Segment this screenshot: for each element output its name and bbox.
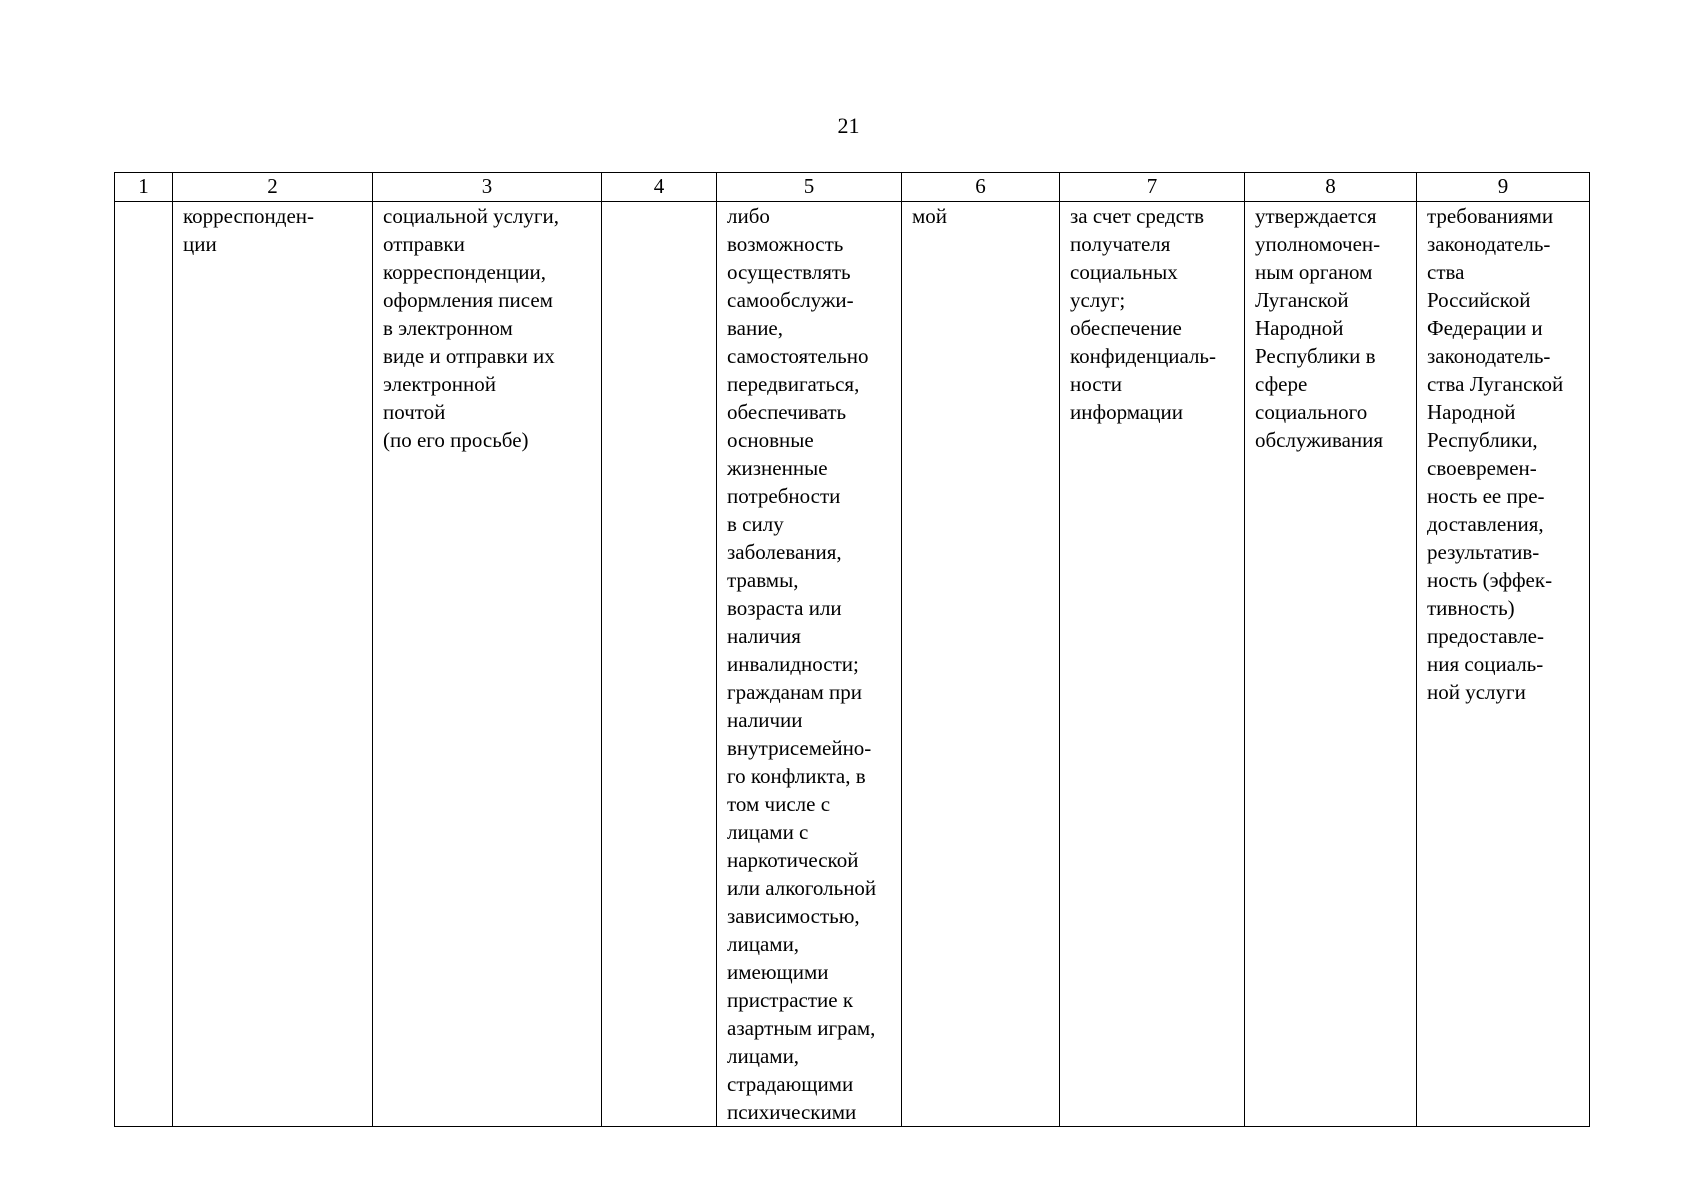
cell-col-4: [602, 202, 717, 1127]
cell-col-3: социальной услуги, отправки корреспонденции, оформления писем в электронном виде и отправки их электронной почтой (по его просьбе): [373, 202, 602, 1127]
cell-col-9: требованиями законодатель- ства Российской Федерации и законодатель- ства Луганской Народной Республики, своевремен- ность ее пре- доставления, результатив- ность (эффек- тивность) предоставле- ния социаль- ной услуги: [1417, 202, 1590, 1127]
cell-col-2: корреспонден- ции: [173, 202, 373, 1127]
services-table: [114, 172, 1590, 1127]
column-header-5: 5: [717, 173, 902, 202]
header-row: [115, 173, 1590, 202]
column-header-9: 9: [1417, 173, 1590, 202]
page-number: 21: [837, 113, 860, 138]
column-header-1: 1: [115, 173, 173, 202]
cell-col-8: утверждается уполномочен- ным органом Луганской Народной Республики в сфере социального обслуживания: [1245, 202, 1417, 1127]
column-header-6: 6: [902, 173, 1060, 202]
column-header-7: 7: [1060, 173, 1245, 202]
cell-col-7: за счет средств получателя социальных услуг; обеспечение конфиденциаль- ности информации: [1060, 202, 1245, 1127]
cell-col-1: [115, 202, 173, 1127]
column-header-3: 3: [373, 173, 602, 202]
cell-col-5: либо возможность осуществлять самообслужи- вание, самостоятельно передвигаться, обеспечивать основные жизненные потребности в силу заболевания, травмы, возраста или наличия инвалидности; гражданам при наличии внутрисемейно- го конфликта, в том числе с лицами с наркотической или алкогольной зависимостью, лицами, имеющими пристрастие к азартным играм, лицами, страдающими психическими: [717, 202, 902, 1127]
table-row: [115, 202, 1590, 1127]
column-header-4: 4: [602, 173, 717, 202]
column-header-8: 8: [1245, 173, 1417, 202]
column-header-2: 2: [173, 173, 373, 202]
cell-col-6: мой: [902, 202, 1060, 1127]
